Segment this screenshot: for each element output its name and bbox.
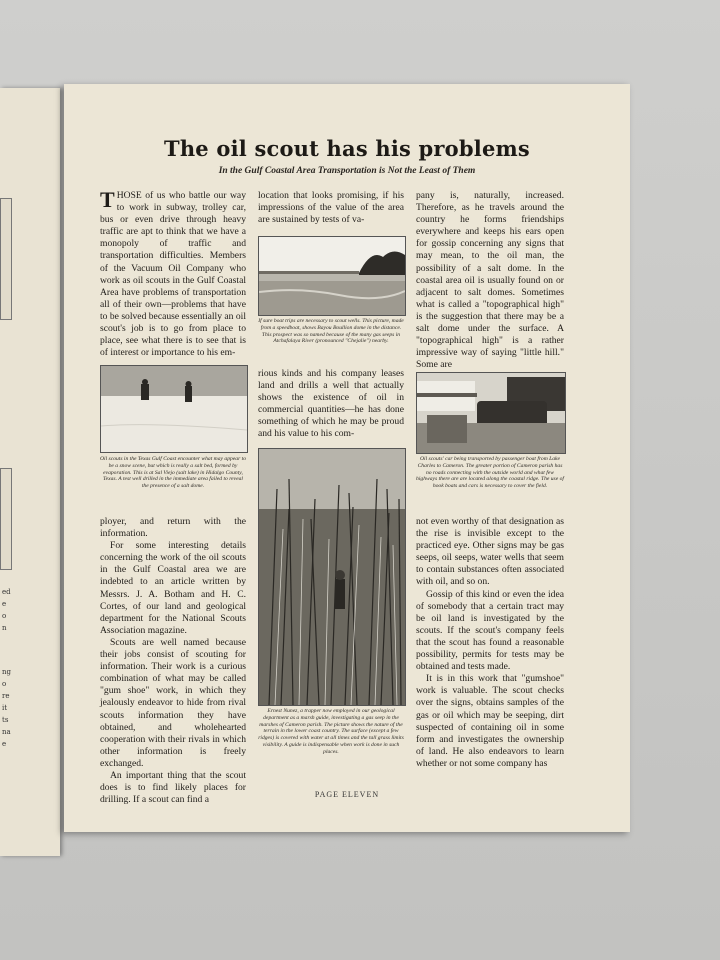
article-title: The oil scout has his problems — [164, 136, 530, 161]
article-subtitle: In the Gulf Coastal Area Transportation is Not the Least of Them — [218, 166, 476, 176]
photo-caption: Ernest Nunez, a trapper now employed in our geological department as a marsh guide, investigating a gas seep in the marshes of Cameron parish. The picture shows the nature of the terrain in the lower coast country. The surface (except a few ridges) is covered with water at all times and the tall grass limits visibility. A guide is indispensable when work is done in such places. — [258, 708, 404, 755]
column-3-bottom-text — [416, 516, 564, 770]
left-page-text-fragment: o — [2, 612, 7, 620]
photo-caption: Oil scouts' car being transported by passenger boat from Lake Charles to Cameron. The greater portion of Cameron parish has no roads connecting with the outside world and what few highways there are are located along the coastal ridge. The use of hook boats and cars is necessary to cover the field. — [416, 456, 564, 490]
photo-car-on-boat — [416, 372, 566, 454]
article-paragraph: not even worthy of that designation as the rise is invisible except to the practiced eye. Other signs may be gas seeps, oil seeps, water wells that seem to contain substances often associated with oil, and so on. — [416, 516, 564, 588]
article-paragraph: It is in this work that "gumshoe" work is valuable. The scout checks over the signs, obtains samples of the gas or oil which may be seeping, dirt suspected of containing oil in some form and investigates the ownership of land. He also endeavors to learn whether or not some company has — [416, 673, 564, 769]
left-page-edge — [0, 88, 60, 856]
photo-bayou-boullion — [258, 236, 406, 316]
left-page-text-fragment: n — [2, 624, 7, 632]
column-3-top-text — [416, 190, 564, 372]
photo-caption: Oil scouts in the Texas Gulf Coast encounter what may appear to be a snow scene, but which is really a salt bed, formed by evaporation. This is at Sal Viejo (salt lake) in Hidalgo County, Texas. A test well drilled in the immediate area failed to reveal the presence of a salt dome. — [100, 456, 246, 490]
left-page-text-fragment: ng — [2, 668, 11, 676]
article-paragraph: rious kinds and his company leases land and drills a well that actually shows the existence of oil in commercial quantities—he has done something of which he may be proud and his value to his com- — [258, 368, 404, 440]
left-page-text-fragment: na — [2, 728, 11, 736]
article-paragraph: An important thing that the scout does is to find likely places for drilling. If a scout can find a — [100, 769, 246, 806]
left-page-text-fragment: ts — [2, 716, 9, 724]
article-paragraph: For some interesting details concerning the work of the oil scouts in the Gulf Coastal area we are indebted to an article written by Messrs. J. A. Botham and H. C. Cortes, of our land and geological department for the National Scouts Association magazine. — [100, 540, 246, 636]
photo-salt-bed — [100, 365, 248, 453]
article-paragraph: Gossip of this kind or even the idea of somebody that a certain tract may be oil land is investigated by the scouts. If the scout's company feels that the scout has found a reasonable possibility, permits for tests may be obtained and tests made. — [416, 588, 564, 673]
drop-cap: T — [100, 187, 115, 212]
left-page-text-fragment: re — [2, 692, 10, 700]
column-1-top-text — [100, 187, 246, 362]
left-page-text-fragment: e — [2, 740, 7, 748]
left-page-photo-edge-2 — [0, 468, 12, 570]
article-paragraph: pany is, naturally, increased. Therefore, as he travels around the country he forms friendships everywhere and keeps his ears open for gossip concerning any signs that may mean, to the oil man, the possibility of a salt dome. In the coastal area oil is usually found on or adjacent to salt domes. Sometimes what is called a "topographical high" is the suggestion that there may be a salt dome under the surface. A "topographical high" is a rather impressive way of saying "little hill." Some are — [416, 190, 564, 371]
article-paragraph: location that looks promising, if his impressions of the value of the area are sustained by tests of va- — [258, 190, 404, 226]
article-paragraph: ployer, and return with the information. — [100, 516, 246, 540]
page-number-label: PAGE ELEVEN — [314, 790, 380, 799]
column-2-top-text — [258, 190, 404, 226]
article-paragraph: Scouts are well named because their jobs consist of scouting for information. Their work is a curious combination of what may be called "gum shoe" work, in which they jealously endeavor to hide from rival scouts information they have obtained, and wholehearted cooperation with their rivals in which other information is freely exchanged. — [100, 636, 246, 769]
article-paragraph: HOSE of us who battle our way to work in subway, trolley car, bus or even drive through heavy traffic are apt to think that we have a monopoly of traffic and transportation difficulties. Members of the Vacuum Oil Company who work as oil scouts in the Gulf Coastal Area have problems of transportation all of their own—problems that have to be solved because essentially an oil scout's job is to go from place to place, see what there is to see that is of interest or importance to his em- — [100, 190, 246, 359]
photo-caption: If sure boat trips are necessary to scout wells. This picture, made from a speedboat, shows Bayou Boullion dome in the distance. This prospect was so named because of the many gas seeps in Atchafalaya River (pronounced "Chejalie") nearby. — [258, 318, 404, 345]
left-page-text-fragment: it — [2, 704, 8, 712]
column-1-bottom-text — [100, 516, 246, 806]
magazine-page — [64, 84, 630, 832]
left-page-text-fragment: ed — [2, 588, 11, 596]
left-page-text-fragment: e — [2, 600, 7, 608]
left-page-photo-edge — [0, 198, 12, 320]
photo-marsh-grass — [258, 448, 406, 706]
left-page-text-fragment: o — [2, 680, 7, 688]
column-2-middle-text — [258, 368, 404, 441]
